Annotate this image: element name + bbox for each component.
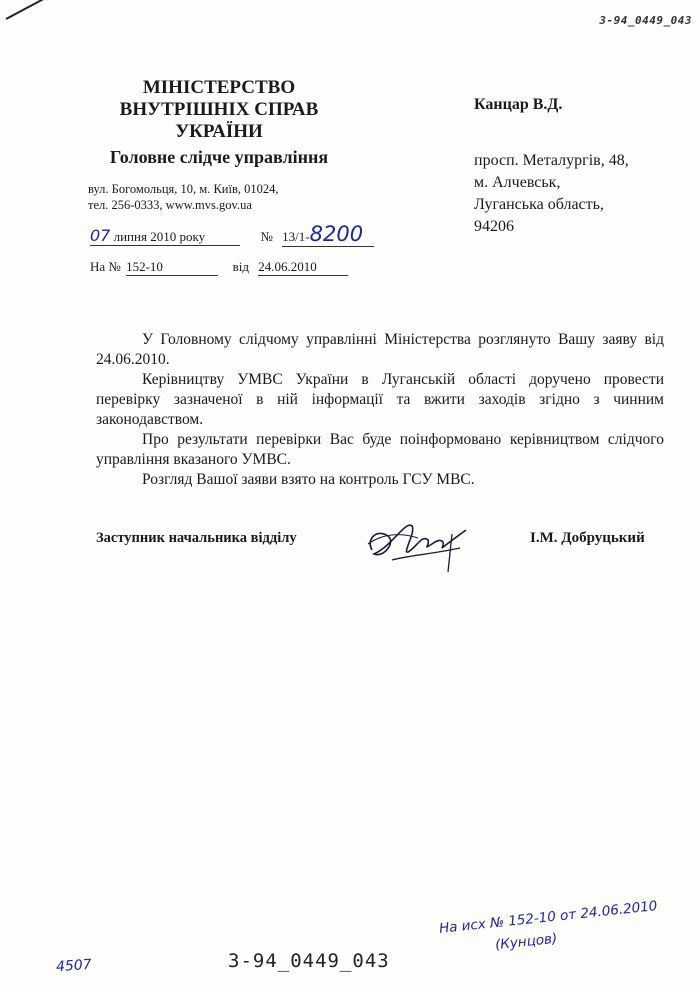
body-paragraph-3: Про результати перевірки Вас буде поінформовано керівництвом слідчого управління вказаного УМВС. — [96, 431, 664, 468]
letter-body — [96, 330, 664, 490]
outgoing-date-field — [90, 226, 240, 246]
archive-code-top: 3-94_0449_043 — [599, 14, 692, 27]
recipient-address-line-3: Луганська область, — [474, 196, 604, 213]
department-name: Головне слідче управління — [109, 147, 329, 167]
recipient-address — [474, 150, 629, 238]
signer-title: Заступник начальника відділу — [96, 530, 297, 546]
archive-code-bottom: 3-94_0449_043 — [228, 950, 390, 972]
outgoing-day: 07 — [90, 226, 111, 245]
ministry-line-2: ВНУТРІШНІХ СПРАВ — [119, 99, 319, 120]
outgoing-date-number — [90, 222, 374, 247]
ministry-line-3: УКРАЇНИ — [175, 121, 263, 142]
recipient-name: Канцар В.Д. — [474, 96, 563, 113]
handwritten-note — [438, 891, 699, 962]
reference-label: На № — [90, 259, 121, 274]
ministry-line-1: МІНІСТЕРСТВО — [142, 77, 296, 98]
body-paragraph-4: Розгляд Вашої заяви взято на контроль ГСУ МВС. — [142, 471, 475, 488]
handwritten-signature — [362, 510, 482, 585]
body-paragraph-1: У Головному слідчому управлінні Міністерства розглянуто Вашу заяву від 24.06.2010. — [96, 331, 664, 368]
signature-drawing — [362, 510, 482, 580]
outgoing-number-handwritten: 8200 — [309, 222, 364, 246]
handwritten-note-line-2: (Кунцов) — [494, 930, 558, 954]
outgoing-number-field — [282, 222, 374, 247]
outgoing-number-label: № — [260, 229, 273, 244]
handwritten-note-line-1: На исх № 152-10 от 24.06.2010 — [438, 898, 659, 937]
recipient-address-line-1: просп. Металургів, 48, — [474, 152, 629, 169]
body-paragraph-2: Керівництву УМВС України в Луганській області доручено провести перевірку зазначеної в ній інформації та вжити заходів згідно з чинним законодавством. — [96, 371, 664, 428]
letterhead — [92, 77, 346, 169]
signer-name: І.М. Добруцький — [530, 530, 645, 546]
reference-date-label: від — [232, 259, 249, 274]
corner-pen-mark — [6, 0, 44, 20]
reference-number: 152-10 — [126, 259, 218, 276]
address-line-2: тел. 256-0333, www.mvs.gov.ua — [88, 198, 252, 212]
page-number: 4507 — [55, 956, 93, 976]
recipient-address-line-4: 94206 — [474, 218, 514, 235]
letterhead-address — [88, 181, 278, 213]
outgoing-month-year: липня 2010 року — [113, 229, 206, 244]
address-line-1: вул. Богомольця, 10, м. Київ, 01024, — [88, 182, 279, 196]
reference-date: 24.06.2010 — [258, 259, 348, 276]
recipient-address-line-2: м. Алчевськ, — [474, 174, 561, 191]
outgoing-number-prefix: 13/1- — [282, 229, 310, 244]
reference-row — [90, 259, 348, 276]
